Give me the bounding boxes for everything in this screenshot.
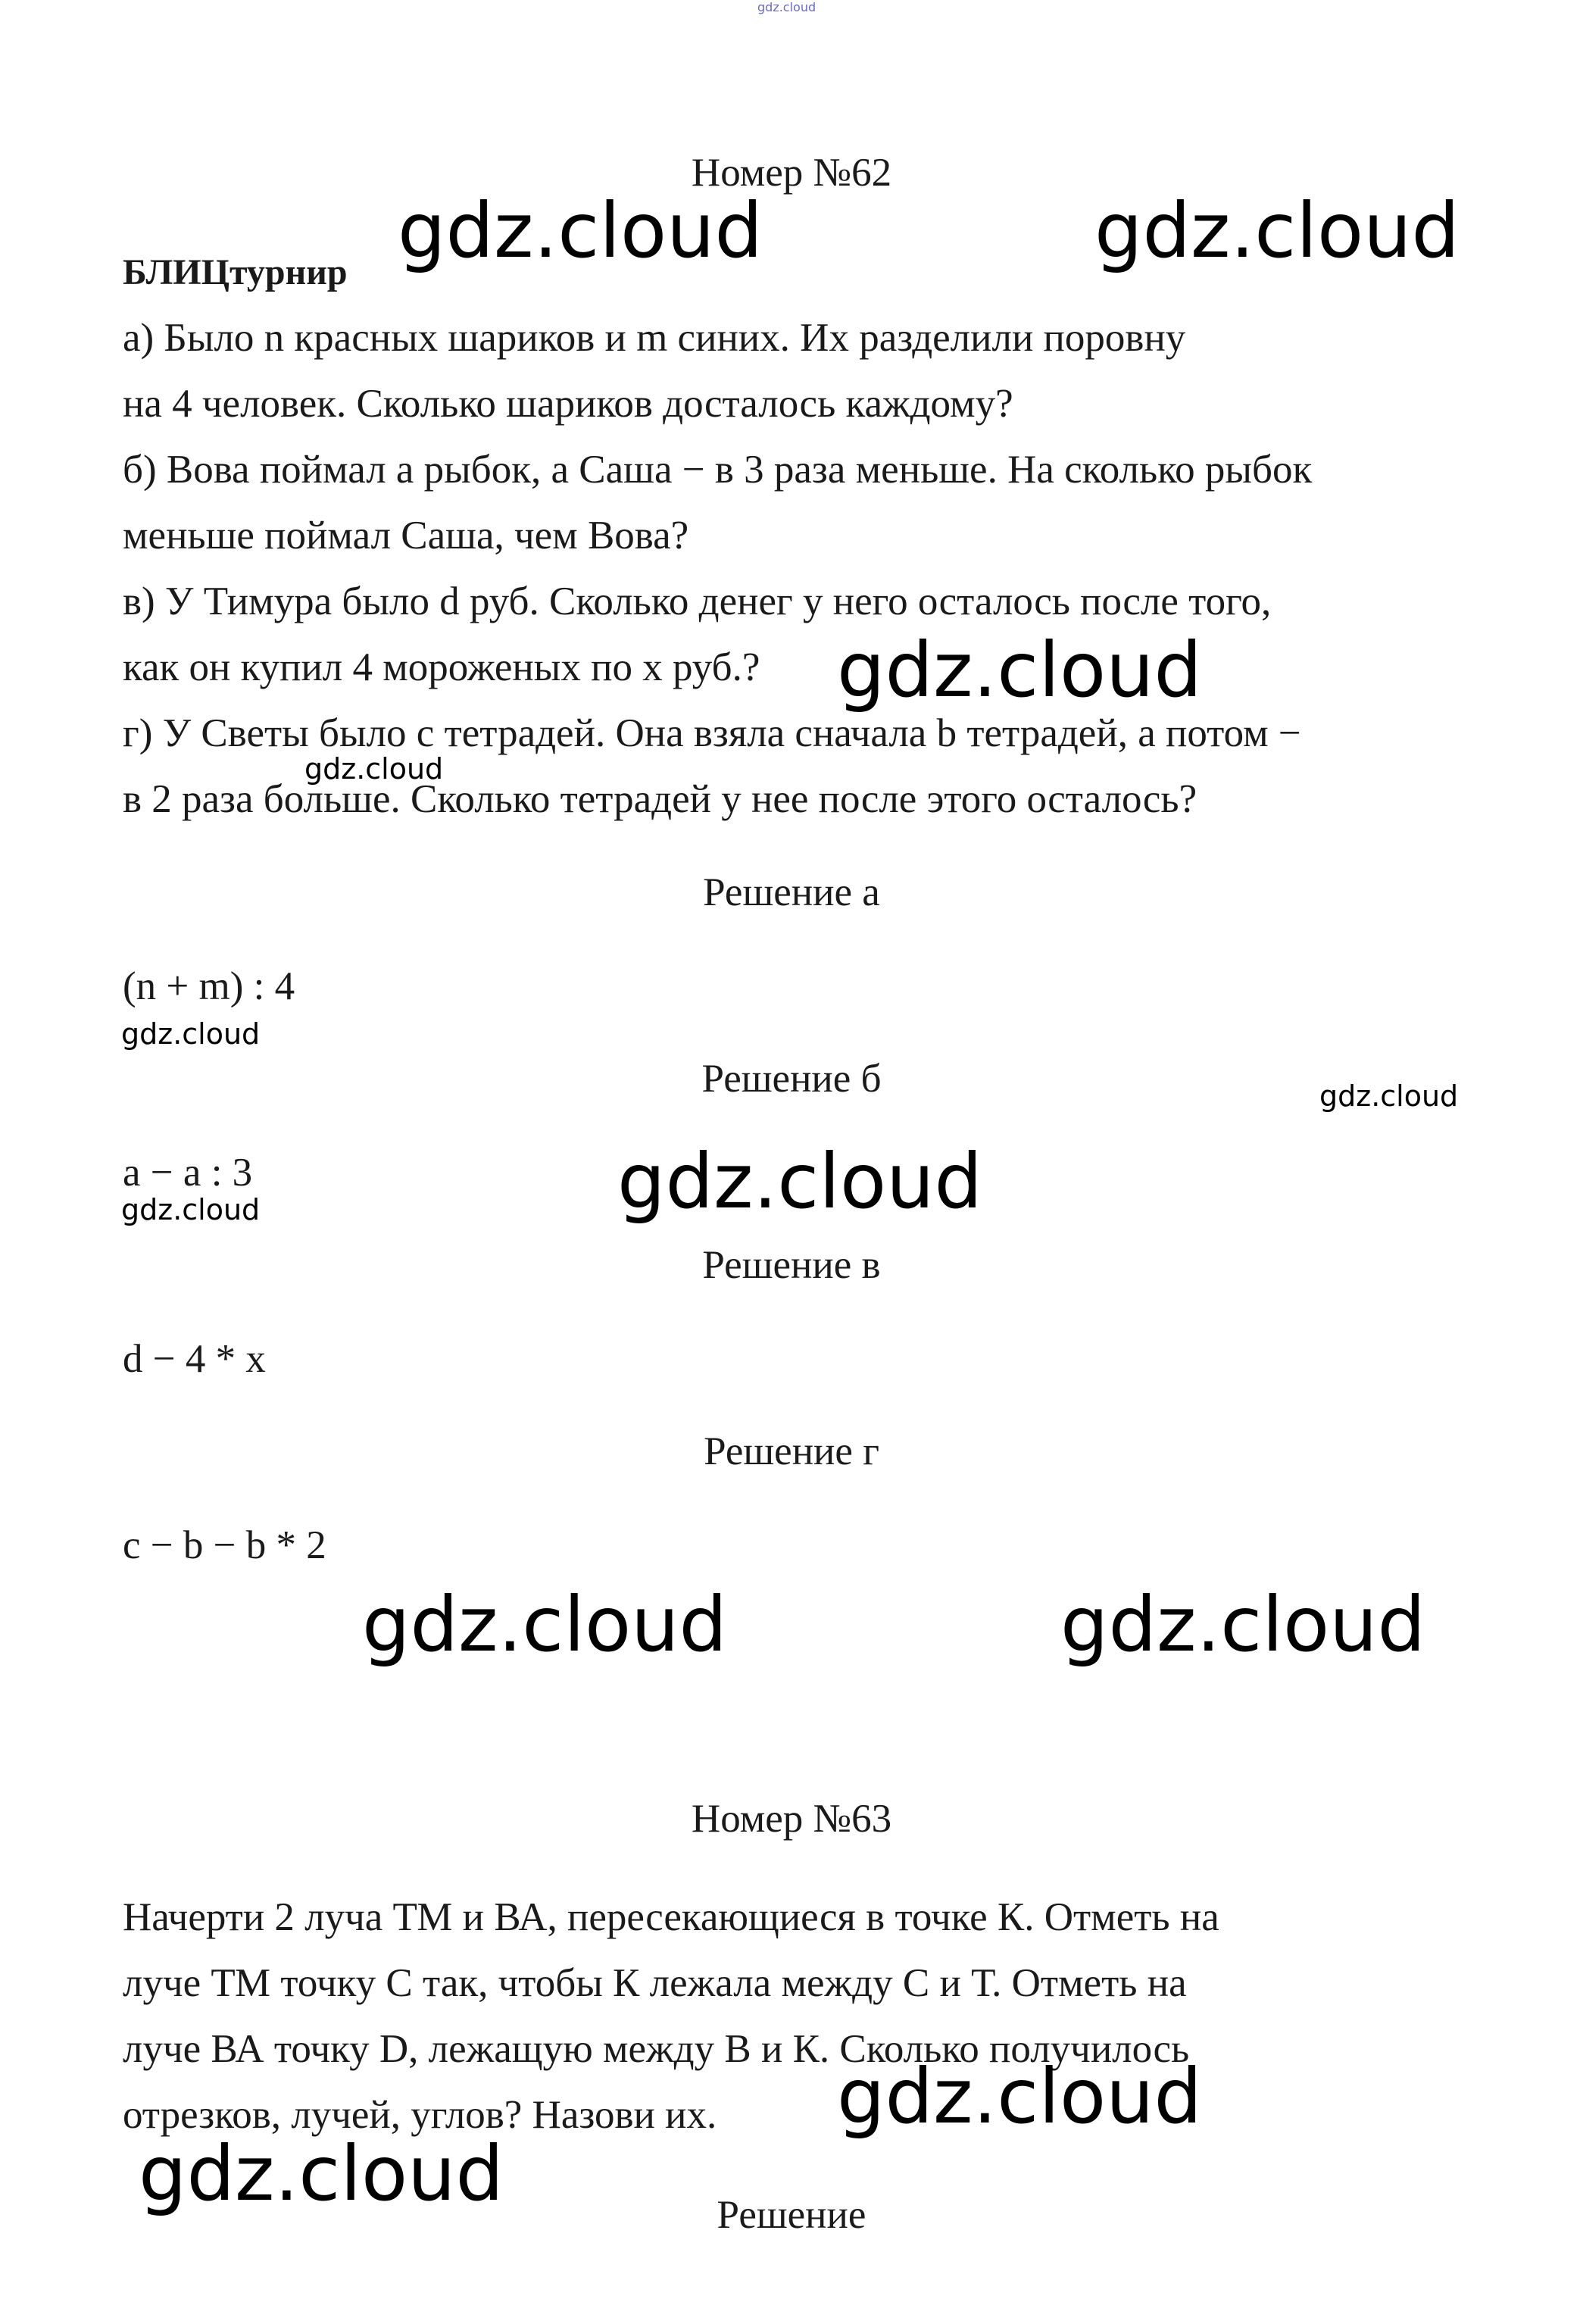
watermark: gdz.cloud — [617, 1137, 983, 1226]
watermark-small: gdz.cloud — [304, 752, 444, 786]
watermark: gdz.cloud — [1060, 1580, 1426, 1669]
problem-62-line: меньше поймал Саша, чем Вова? — [123, 514, 689, 558]
solution-b-answer: a − a : 3 — [123, 1151, 253, 1195]
watermark: gdz.cloud — [1094, 186, 1460, 275]
problem-62-line: как он купил 4 мороженых по x руб.? — [123, 645, 760, 689]
problem-63-line: Начерти 2 луча ТМ и ВА, пересекающиеся в точке К. Отметь на — [123, 1895, 1219, 1939]
watermark-small: gdz.cloud — [121, 1193, 261, 1226]
watermark-small: gdz.cloud — [121, 1017, 261, 1051]
solution-g-answer: c − b − b * 2 — [123, 1523, 326, 1567]
solution-a-answer: (n + m) : 4 — [123, 964, 295, 1008]
watermark: gdz.cloud — [362, 1580, 728, 1669]
watermark: gdz.cloud — [837, 626, 1203, 714]
problem-62-line: в) У Тимура было d руб. Сколько денег у него осталось после того, — [123, 579, 1272, 623]
problem-63-title: Номер №63 — [691, 1797, 892, 1841]
watermark-small: gdz.cloud — [1319, 1079, 1459, 1113]
watermark: gdz.cloud — [139, 2129, 504, 2218]
watermark-top: gdz.cloud — [757, 0, 816, 14]
problem-63-line: луче ВА точку D, лежащую между В и К. Сколько получилось — [123, 2027, 1190, 2071]
problem-62-subtitle: БЛИЦтурнир — [123, 252, 348, 292]
problem-63-solution-heading: Решение — [717, 2193, 866, 2237]
problem-63-line: отрезков, лучей, углов? Назови их. — [123, 2093, 717, 2137]
problem-63-line: луче ТМ точку С так, чтобы К лежала между С и Т. Отметь на — [123, 1961, 1187, 2005]
solution-a-heading: Решение а — [703, 870, 880, 914]
solution-v-heading: Решение в — [702, 1243, 881, 1287]
problem-62-line: на 4 человек. Сколько шариков досталось каждому? — [123, 382, 1013, 426]
problem-62-line: в 2 раза больше. Сколько тетрадей у нее после этого осталось? — [123, 777, 1197, 821]
solution-v-answer: d − 4 * x — [123, 1337, 266, 1381]
problem-62-title: Номер №62 — [691, 151, 892, 195]
problem-62-line: г) У Светы было с тетрадей. Она взяла сначала b тетрадей, а потом − — [123, 711, 1301, 755]
solution-g-heading: Решение г — [704, 1429, 879, 1473]
problem-62-line: а) Было n красных шариков и m синих. Их разделили поровну — [123, 316, 1186, 360]
problem-62-line: б) Вова поймал а рыбок, а Саша − в 3 раза меньше. На сколько рыбок — [123, 448, 1313, 492]
watermark: gdz.cloud — [398, 186, 763, 275]
watermark: gdz.cloud — [837, 2052, 1203, 2141]
solution-b-heading: Решение б — [701, 1057, 882, 1101]
